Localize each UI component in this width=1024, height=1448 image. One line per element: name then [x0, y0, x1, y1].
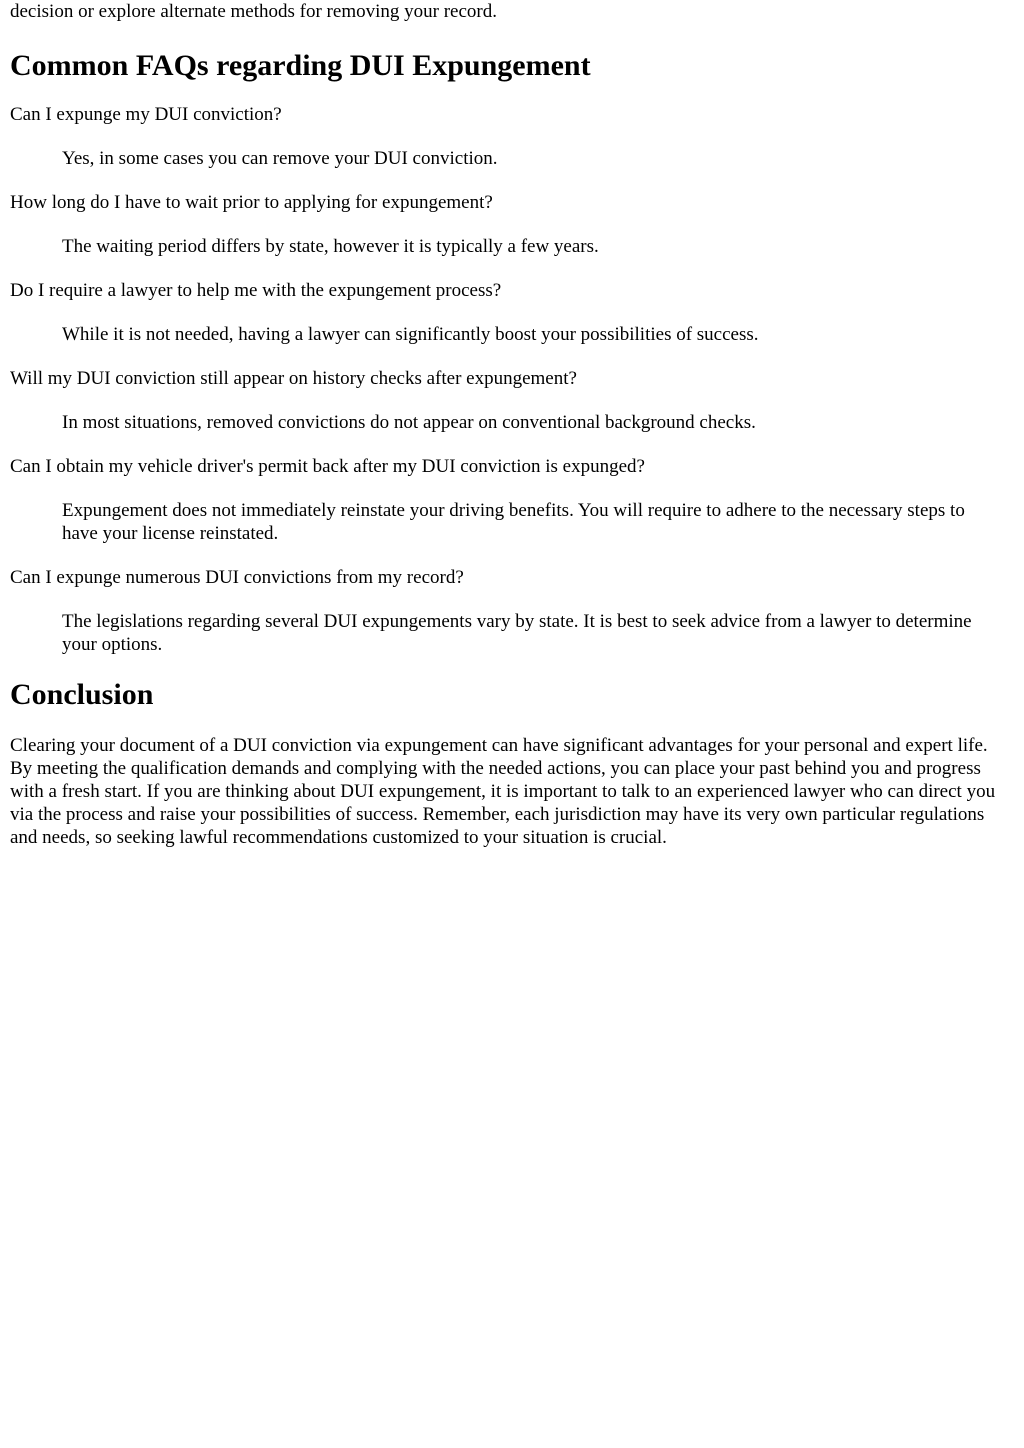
faq-question: Can I expunge numerous DUI convictions from my record? — [10, 567, 464, 588]
faq-question: How long do I have to wait prior to applying for expungement? — [10, 192, 493, 213]
faq-question: Can I expunge my DUI conviction? — [10, 104, 282, 125]
faq-answer: Yes, in some cases you can remove your DUI conviction. — [62, 148, 498, 169]
faq-answer: The legislations regarding several DUI expungements vary by state. It is best to seek advice from a lawyer to determine your options. — [62, 611, 972, 655]
faq-question: Will my DUI conviction still appear on history checks after expungement? — [10, 368, 577, 389]
faq-answer: In most situations, removed convictions do not appear on conventional background checks. — [62, 412, 756, 433]
faq-answer: Expungement does not immediately reinstate your driving benefits. You will require to adhere to the necessary steps to have your license reinstated. — [62, 500, 965, 544]
faq-question: Do I require a lawyer to help me with the expungement process? — [10, 280, 502, 301]
faq-question: Can I obtain my vehicle driver's permit back after my DUI conviction is expunged? — [10, 456, 645, 477]
intro-paragraph-tail: decision or explore alternate methods for removing your record. — [10, 1, 497, 22]
faq-list — [10, 103, 1014, 656]
conclusion-paragraph: Clearing your document of a DUI conviction via expungement can have significant advantages for your personal and expert life. By meeting the qualification demands and complying with the needed actions, you can place your past behind you and progress with a fresh start. If you are thinking about DUI expungement, it is important to talk to an experienced lawyer who can direct you via the process and raise your possibilities of success. Remember, each jurisdiction may have its very own particular regulations and needs, so seeking lawful recommendations customized to your situation is crucial. — [10, 735, 996, 848]
faq-heading: Common FAQs regarding DUI Expungement — [10, 49, 591, 82]
faq-answer: The waiting period differs by state, however it is typically a few years. — [62, 236, 599, 257]
conclusion-heading: Conclusion — [10, 678, 154, 711]
faq-answer: While it is not needed, having a lawyer can significantly boost your possibilities of success. — [62, 324, 759, 345]
